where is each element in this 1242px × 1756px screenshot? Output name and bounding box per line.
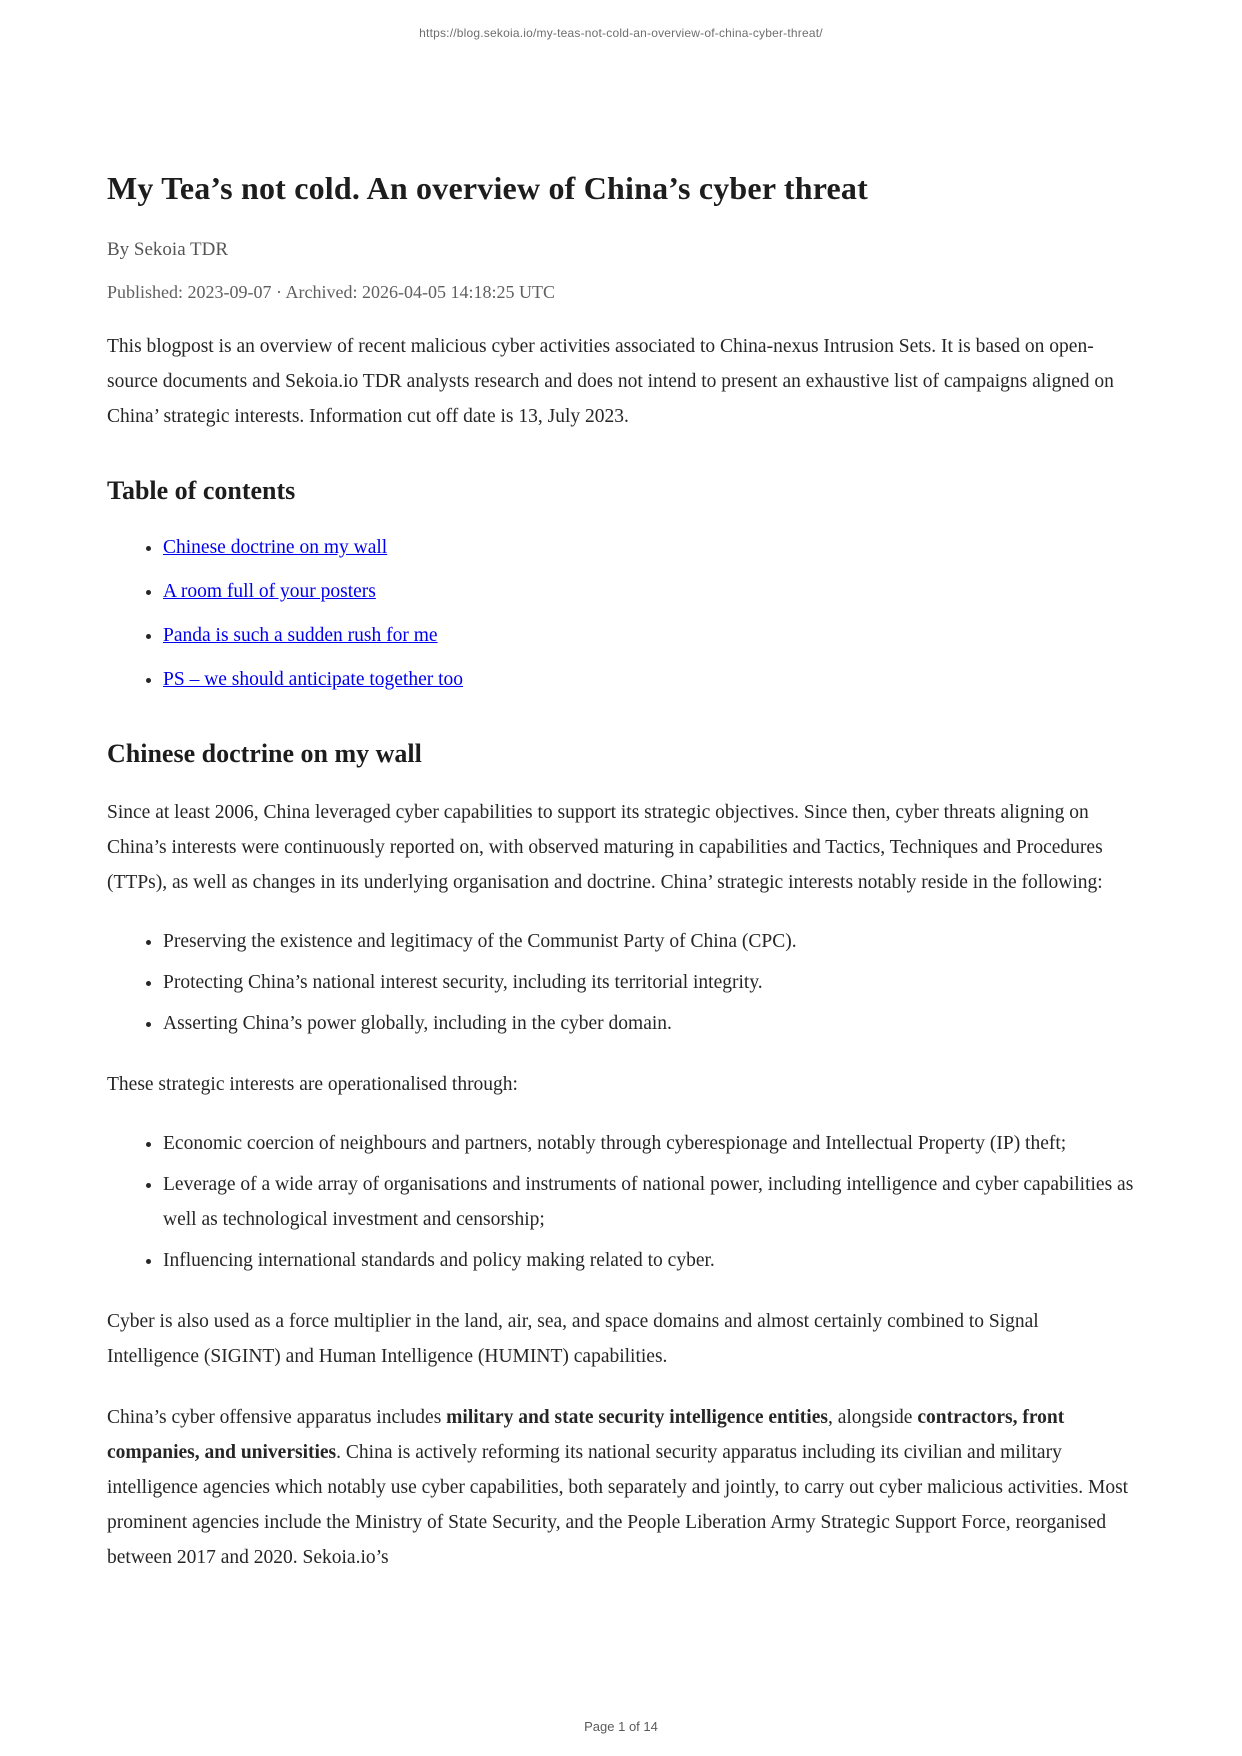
- archive-url: https://blog.sekoia.io/my-teas-not-cold-an-overview-of-china-cyber-threat/: [419, 26, 823, 40]
- toc-item: [163, 618, 1135, 653]
- toc-link-panda-sudden-rush[interactable]: Panda is such a sudden rush for me: [163, 625, 438, 646]
- section-paragraph-3: Cyber is also used as a force multiplier in the land, air, sea, and space domains and almost certainly combined to Signal Intelligence (SIGINT) and Human Intelligence (HUMINT) capabilities.: [107, 1311, 1039, 1367]
- section-heading-chinese-doctrine: Chinese doctrine on my wall: [107, 739, 422, 768]
- paragraph-text: China’s cyber offensive apparatus includes: [107, 1407, 447, 1428]
- list-item: • Preserving the existence and legitimacy of the Communist Party of China (CPC).: [163, 924, 1135, 959]
- toc-link-chinese-doctrine[interactable]: Chinese doctrine on my wall: [163, 537, 388, 558]
- list-item: • Economic coercion of neighbours and partners, notably through cyberespionage and Intellectual Property (IP) theft;: [163, 1126, 1135, 1161]
- strategic-interests-list: [107, 924, 1135, 1041]
- toc-item: [163, 574, 1135, 609]
- table-of-contents: [107, 530, 1135, 697]
- document-page: [107, 170, 1135, 1575]
- paragraph-text: . China is actively reforming its national security apparatus including its civilian and military intelligence agencies which notably use cyber capabilities, both separately and jointly, to carry out cyber malicious activities. Most prominent agencies include the Ministry of State Security, and the People Liberation Army Strategic Support Force, reorganised between 2017 and 2020. Sekoia.io’s: [107, 1442, 1129, 1568]
- list-item: • Influencing international standards and policy making related to cyber.: [163, 1243, 1135, 1278]
- operationalisation-list: [107, 1126, 1135, 1278]
- toc-link-room-full-posters[interactable]: A room full of your posters: [163, 581, 376, 602]
- list-item: • Asserting China’s power globally, including in the cyber domain.: [163, 1006, 1135, 1041]
- section-paragraph-2: These strategic interests are operationalised through:: [107, 1074, 518, 1095]
- page-title: My Tea’s not cold. An overview of China’s cyber threat: [107, 170, 868, 206]
- toc-link-ps-anticipate[interactable]: PS – we should anticipate together too: [163, 669, 464, 690]
- byline: By Sekoia TDR: [107, 239, 229, 260]
- toc-item: [163, 662, 1135, 697]
- toc-item: [163, 530, 1135, 565]
- toc-heading: Table of contents: [107, 476, 296, 505]
- page-number: Page 1 of 14: [584, 1719, 658, 1734]
- section-paragraph-4: [107, 1400, 1135, 1575]
- paragraph-text: , alongside: [827, 1407, 918, 1428]
- bold-text: contractors, front companies, and universities: [107, 1407, 1065, 1463]
- publish-archive-meta: Published: 2023-09-07 · Archived: 2026-04-05 14:18:25 UTC: [107, 282, 555, 302]
- bold-text: military and state security intelligence entities: [446, 1407, 828, 1428]
- intro-paragraph: This blogpost is an overview of recent malicious cyber activities associated to China-nexus Intrusion Sets. It is based on open-source documents and Sekoia.io TDR analysts research and does not intend to present an exhaustive list of campaigns aligned on China’ strategic interests. Information cut off date is 13, July 2023.: [107, 336, 1114, 427]
- section-paragraph-1: Since at least 2006, China leveraged cyber capabilities to support its strategic objectives. Since then, cyber threats aligning on China’s interests were continuously reported on, with observed maturing in capabilities and Tactics, Techniques and Procedures (TTPs), as well as changes in its underlying organisation and doctrine. China’ strategic interests notably reside in the following:: [107, 802, 1103, 893]
- list-item: • Protecting China’s national interest security, including its territorial integrity.: [163, 965, 1135, 1000]
- list-item: • Leverage of a wide array of organisations and instruments of national power, including intelligence and cyber capabilities as well as technological investment and censorship;: [163, 1167, 1135, 1237]
